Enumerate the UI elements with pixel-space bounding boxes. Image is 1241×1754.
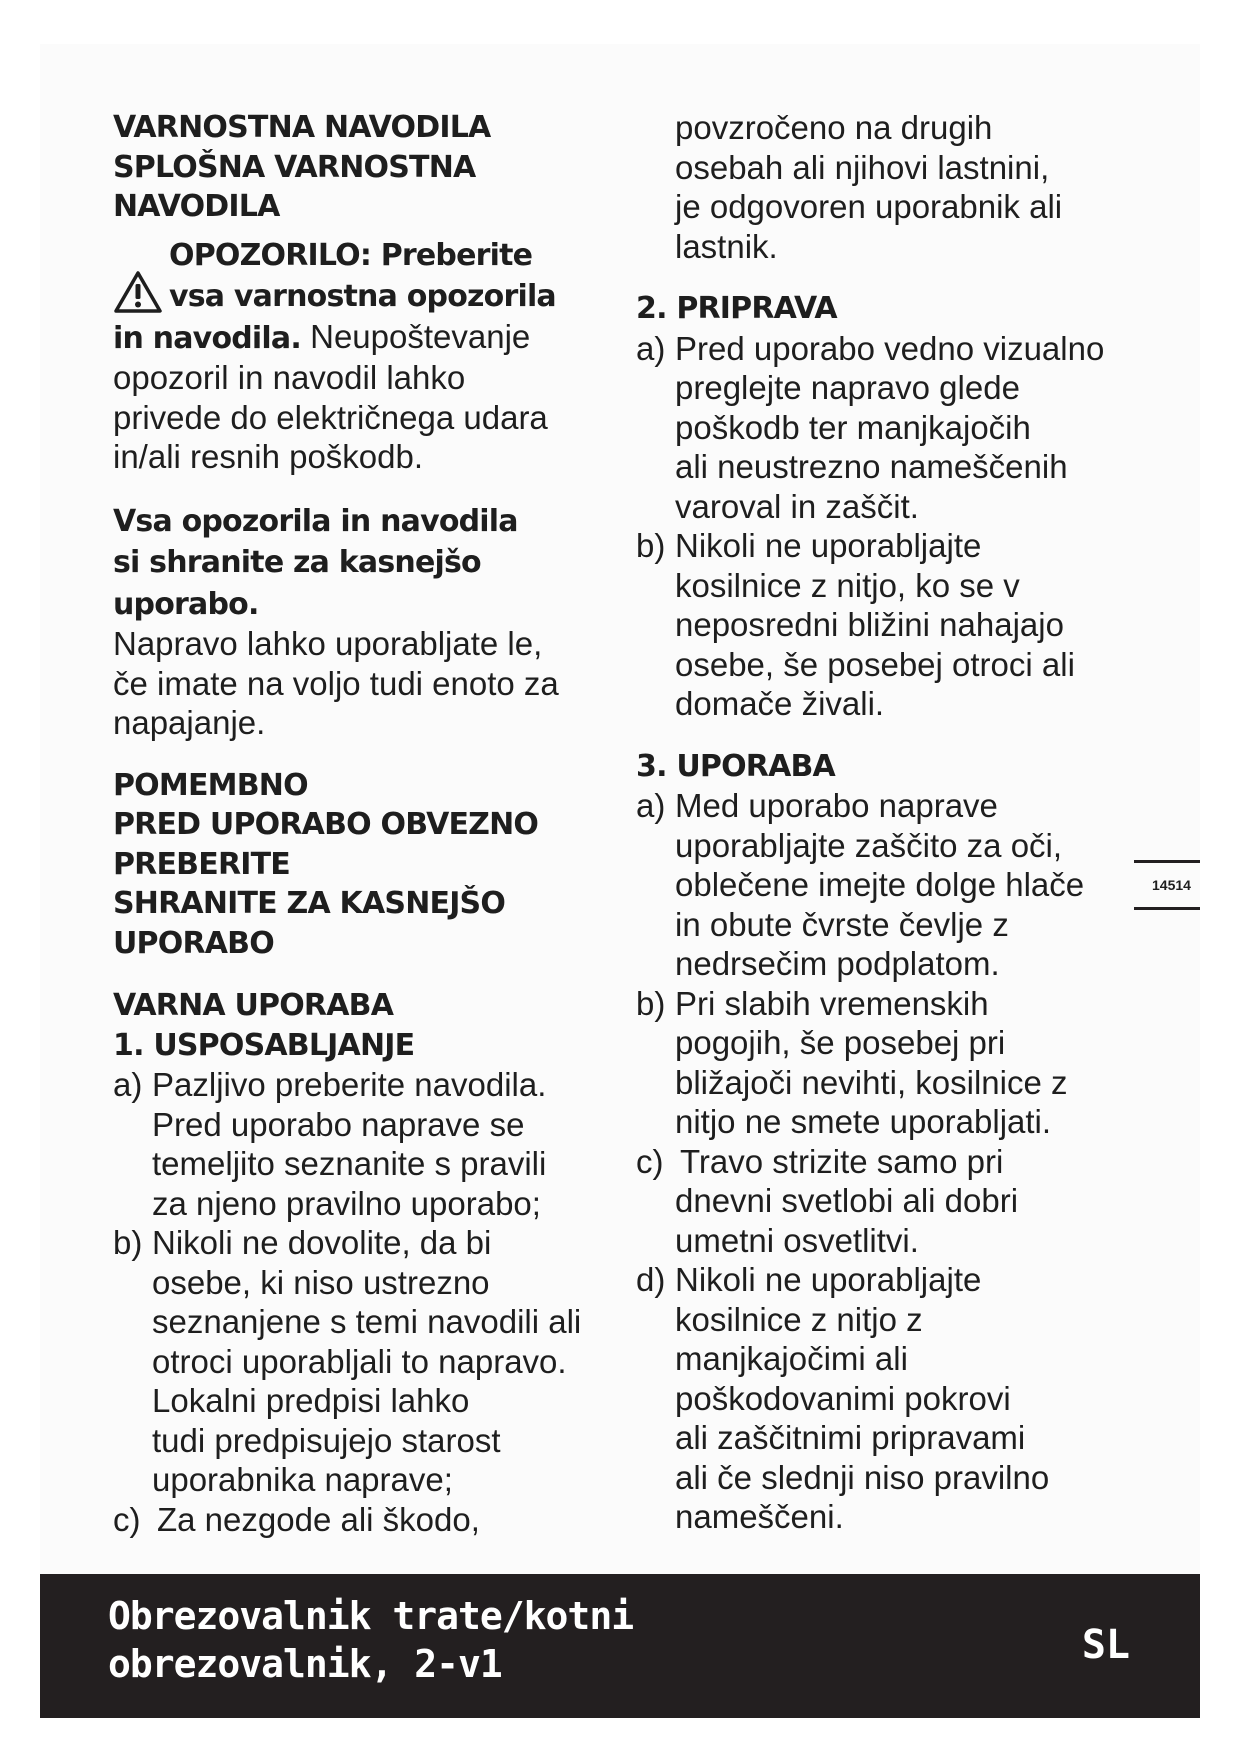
- list-item: b) Nikoli ne uporabljajte kosilnice z nitjo, ko se v neposredni bližini nahajajo osebe, še posebej otroci ali domače živali.: [636, 527, 1075, 722]
- list-item: a) Pazljivo preberite navodila. Pred uporabo naprave se temeljito seznanite s pravili za njeno pravilno uporabo;: [113, 1066, 547, 1222]
- divider: [1134, 907, 1200, 910]
- list-item: d) Nikoli ne uporabljajte kosilnice z nitjo z manjkajočimi ali poškodovanimi pokrovi ali zaščitnimi pripravami ali če slednji niso pravilno nameščeni.: [636, 1261, 1050, 1535]
- right-column: [636, 108, 1136, 1537]
- warning-text: in navodila. Neupoštevanje opozoril in navodil lahko privede do električnega udara in/ali resnih poškodb.: [113, 317, 548, 475]
- warning-block: OPOZORILO: Preberite vsa varnostna opozorila: [113, 234, 613, 317]
- heading-safety-instructions: VARNOSTNA NAVODILA SPLOŠNA VARNOSTNA NAVODILA: [113, 110, 491, 224]
- list-item: a) Med uporabo naprave uporabljajte zaščito za oči, oblečene imejte dolge hlače in obute čvrste čevlje z nedrsečim podplatom.: [636, 787, 1085, 982]
- list-item: a) Pred uporabo vedno vizualno preglejte napravo glede poškodb ter manjkajočih ali neustrezno nameščenih varoval in zaščit.: [636, 329, 1105, 525]
- keep-instructions: Vsa opozorila in navodila si shranite za kasnejšo uporabo. Napravo lahko uporabljate le, če imate na voljo tudi enoto za napajanje.: [113, 503, 559, 741]
- continuation-text: povzročeno na drugih osebah ali njihovi lastnini, je odgovoren uporabnik ali lastnik.: [675, 109, 1063, 265]
- language-code: SL: [1081, 1622, 1130, 1668]
- heading-important: POMEMBNO PRED UPORABO OBVEZNO PREBERITE SHRANITE ZA KASNEJŠO UPORABO: [113, 767, 539, 961]
- footer-bar: [40, 1574, 1200, 1718]
- list-item: b) Nikoli ne dovolite, da bi osebe, ki niso ustrezno seznanjene s temi navodili ali otroci uporabljali to napravo. Lokalni predpisi lahko tudi predpisujejo starost uporabnika naprave;: [113, 1224, 582, 1498]
- heading-preparation: 2. PRIPRAVA: [636, 291, 837, 326]
- list-item: b) Pri slabih vremenskih pogojih, še posebej pri bližajoči nevihti, kosilnice z nitjo ne smete uporabljati.: [636, 984, 1068, 1140]
- warning-triangle-icon: [113, 270, 163, 314]
- product-title: Obrezovalnik trate/kotni obrezovalnik, 2-v1: [108, 1594, 634, 1686]
- side-product-code: 14514: [1134, 860, 1200, 910]
- left-column: [113, 108, 613, 1539]
- heading-safe-use: VARNA UPORABA 1. USPOSABLJANJE: [113, 988, 415, 1063]
- list-item: c) Za nezgode ali škodo,: [113, 1500, 480, 1538]
- list-item: c) Travo strizite samo pri dnevni svetlobi ali dobri umetni osvetlitvi.: [636, 1142, 1019, 1259]
- heading-use: 3. UPORABA: [636, 748, 835, 784]
